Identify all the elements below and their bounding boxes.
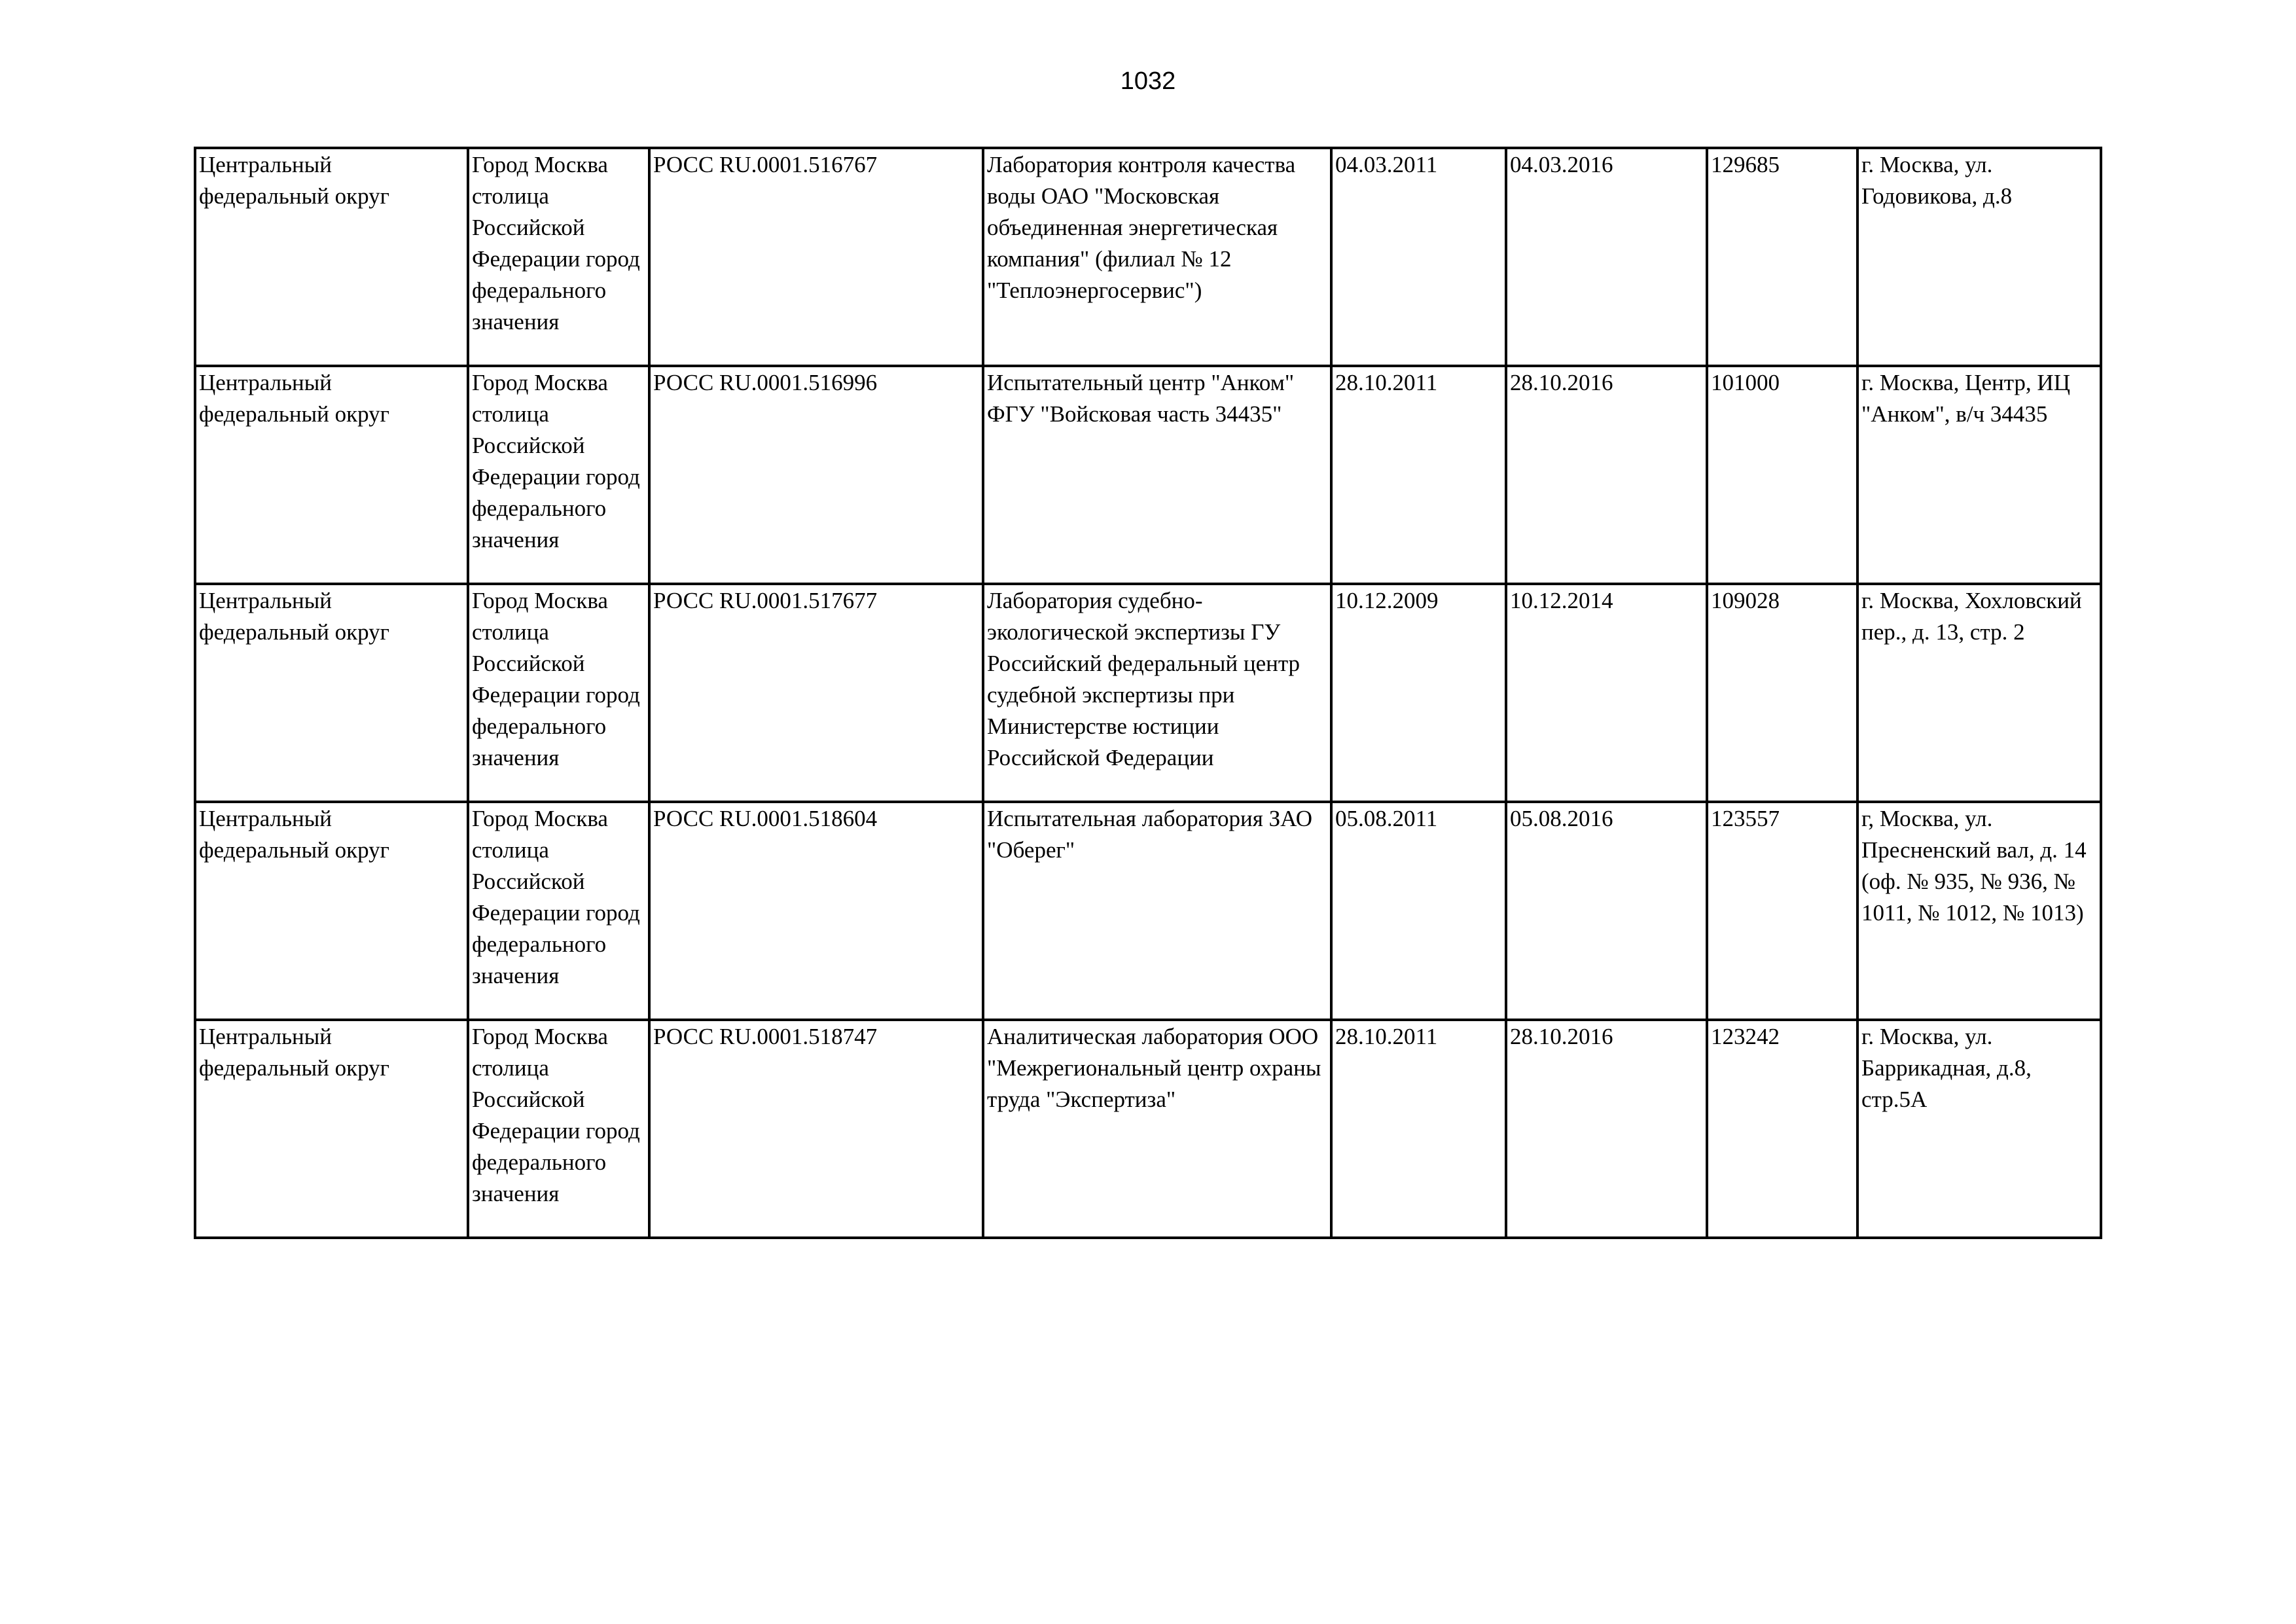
issue-date-cell: 10.12.2009: [1331, 584, 1506, 802]
registration-number-cell: РОСС RU.0001.517677: [649, 584, 983, 802]
region-cell: Город Москва столица Российской Федерации город федерального значения: [468, 1020, 649, 1238]
table-row: [195, 148, 2101, 366]
region-cell: Город Москва столица Российской Федерации город федерального значения: [468, 584, 649, 802]
table-row: [195, 366, 2101, 584]
registration-number-cell: РОСС RU.0001.518604: [649, 802, 983, 1020]
federal-district-cell: Центральный федеральный округ: [195, 584, 468, 802]
registration-number-cell: РОСС RU.0001.516996: [649, 366, 983, 584]
federal-district-cell: Центральный федеральный округ: [195, 1020, 468, 1238]
address-cell: г. Москва, Центр, ИЦ "Анком", в/ч 34435: [1857, 366, 2101, 584]
postal-index-cell: 109028: [1707, 584, 1857, 802]
federal-district-cell: Центральный федеральный округ: [195, 366, 468, 584]
laboratory-name-cell: Испытательный центр "Анком" ФГУ "Войсковая часть 34435": [983, 366, 1331, 584]
region-cell: Город Москва столица Российской Федерации город федерального значения: [468, 802, 649, 1020]
laboratory-name-cell: Лаборатория судебно-экологической экспертизы ГУ Российский федеральный центр судебной экспертизы при Министерстве юстиции Российской Федерации: [983, 584, 1331, 802]
address-cell: г. Москва, ул. Годовикова, д.8: [1857, 148, 2101, 366]
table-row: [195, 1020, 2101, 1238]
page-number: 1032: [1120, 67, 1176, 95]
address-cell: г. Москва, ул. Баррикадная, д.8, стр.5А: [1857, 1020, 2101, 1238]
address-cell: г. Москва, Хохловский пер., д. 13, стр. 2: [1857, 584, 2101, 802]
issue-date-cell: 28.10.2011: [1331, 366, 1506, 584]
postal-index-cell: 123242: [1707, 1020, 1857, 1238]
postal-index-cell: 123557: [1707, 802, 1857, 1020]
issue-date-cell: 04.03.2011: [1331, 148, 1506, 366]
issue-date-cell: 05.08.2011: [1331, 802, 1506, 1020]
federal-district-cell: Центральный федеральный округ: [195, 802, 468, 1020]
table-row: [195, 802, 2101, 1020]
expiry-date-cell: 28.10.2016: [1506, 1020, 1707, 1238]
address-cell: г, Москва, ул. Пресненский вал, д. 14 (оф. № 935, № 936, № 1011, № 1012, № 1013): [1857, 802, 2101, 1020]
federal-district-cell: Центральный федеральный округ: [195, 148, 468, 366]
issue-date-cell: 28.10.2011: [1331, 1020, 1506, 1238]
postal-index-cell: 101000: [1707, 366, 1857, 584]
expiry-date-cell: 10.12.2014: [1506, 584, 1707, 802]
region-cell: Город Москва столица Российской Федерации город федерального значения: [468, 366, 649, 584]
postal-index-cell: 129685: [1707, 148, 1857, 366]
expiry-date-cell: 05.08.2016: [1506, 802, 1707, 1020]
registry-table: [194, 147, 2102, 1239]
expiry-date-cell: 28.10.2016: [1506, 366, 1707, 584]
registration-number-cell: РОСС RU.0001.516767: [649, 148, 983, 366]
laboratory-name-cell: Лаборатория контроля качества воды ОАО "Московская объединенная энергетическая компания" (филиал № 12 "Теплоэнергосервис"): [983, 148, 1331, 366]
laboratory-name-cell: Аналитическая лаборатория ООО "Межрегиональный центр охраны труда "Экспертиза": [983, 1020, 1331, 1238]
expiry-date-cell: 04.03.2016: [1506, 148, 1707, 366]
region-cell: Город Москва столица Российской Федерации город федерального значения: [468, 148, 649, 366]
registration-number-cell: РОСС RU.0001.518747: [649, 1020, 983, 1238]
table-row: [195, 584, 2101, 802]
laboratory-name-cell: Испытательная лаборатория ЗАО "Оберег": [983, 802, 1331, 1020]
